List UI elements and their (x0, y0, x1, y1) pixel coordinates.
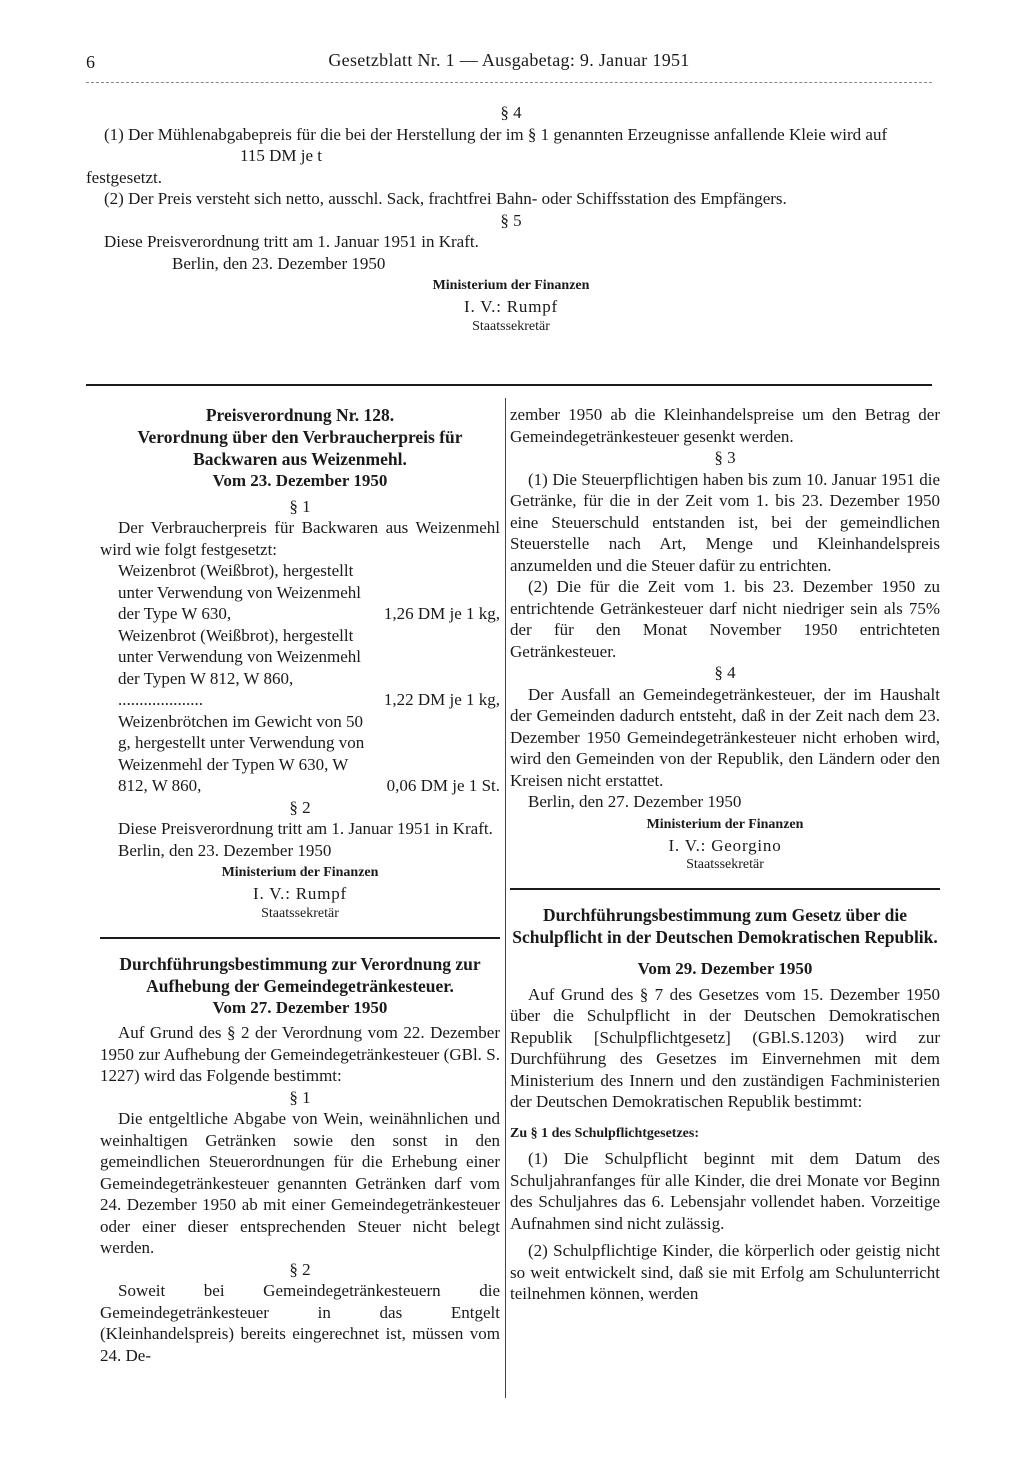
price-item (100, 560, 500, 625)
db-place-date: Berlin, den 27. Dezember 1950 (528, 792, 742, 811)
sp-intro: Auf Grund des § 7 des Gesetzes vom 15. Dezember 1950 über die Schulpflicht in der Deutschen Demokratischen Republik [Schulpflichtgesetz] (GBl.S.1203) wird zur Durchführung des Gesetzes im Einvernehmen mit dem Ministerium des Innern und den zuständigen Fachministerien der Deutschen Demokratischen Republik bestimmt: (510, 984, 940, 1111)
pv-s1-intro: Der Verbraucherpreis für Backwaren aus Weizenmehl wird wie folgt festgesetzt: (100, 518, 500, 559)
pv-place-date: Berlin, den 23. Dezember 1950 (118, 840, 332, 860)
signature-ministry: Ministerium der Finanzen (646, 816, 804, 832)
left-column (100, 404, 500, 1366)
db-title: Durchführungsbestimmung zur Verordnung zur Aufhebung der Gemeindegetränkesteuer. (119, 953, 481, 996)
sp-p1: (1) Die Schulpflicht beginnt mit dem Datum des Schuljahranfanges für alle Kinder, die drei Monate vor Beginn des Schuljahres das 6. Lebensjahr vollendet haben. Vorzeitige Aufnahmen sind nicht zulässig. (510, 1149, 940, 1233)
signature-title: Staatssekretär (686, 857, 764, 872)
sp-date: Vom 29. Dezember 1950 (637, 959, 813, 978)
db-s3-p1: (1) Die Steuerpflichtigen haben bis zum 10. Januar 1951 die Getränke, für die in der Zeit vom 1. bis 23. Dezember 1950 eine Steuerschuld entstanden ist, bei der gemeindlichen Steuerstelle nach Art, Menge und Kleinhandelspreis anzumelden und die Steuer dafür zu entrichten. (510, 469, 940, 575)
top-signature (86, 276, 936, 336)
db-signature (510, 815, 940, 875)
db-intro: Auf Grund des § 2 der Verordnung vom 22. Dezember 1950 zur Aufhebung der Gemeindegetränkesteuer (GBl. S. 1227) wird das Folgende bestimmt: (100, 1023, 500, 1085)
top-s4-head: § 4 (500, 103, 522, 122)
db-s4-head: § 4 (714, 663, 736, 682)
db-cont-text: zember 1950 ab die Kleinhandelspreise um den Betrag der Gemeindegetränkesteuer gesenkt werden. (510, 405, 940, 446)
db-s3-head: § 3 (714, 448, 736, 467)
top-s4-p2: (2) Der Preis versteht sich netto, ausschl. Sack, frachtfrei Bahn- oder Schiffsstation des Empfängers. (104, 189, 787, 208)
column-divider (505, 398, 506, 1398)
top-s5-text: Diese Preisverordnung tritt am 1. Januar 1951 in Kraft. (104, 232, 479, 251)
signature-title: Staatssekretär (261, 905, 339, 921)
right-column (510, 404, 940, 1305)
pv-s1-head: § 1 (289, 496, 311, 516)
price-item-desc: Weizenbrot (Weißbrot), hergestellt unter Verwendung von Weizenmehl der Typen W 812, W 860, .................... (118, 625, 362, 709)
db-s1-text: Die entgeltliche Abgabe von Wein, weinähnlichen und weinhaltigen Getränken sowie den sonst in den gemeindlichen Steuerordnungen für die Erhebung einer Gemeindegetränkesteuer genannten Getränken darf vom 24. Dezember 1950 ab mit einer Gemeindegetränkesteuer oder einer dieser entsprechenden Steuer nicht belegt werden. (100, 1109, 500, 1257)
pv-title: Preisverordnung Nr. 128. (205, 405, 395, 425)
price-item-value: 0,06 DM je 1 St. (386, 776, 500, 795)
signature-ministry: Ministerium der Finanzen (432, 278, 590, 293)
db-s3-p2: (2) Die für die Zeit vom 1. bis 23. Dezember 1950 zu entrichtende Getränkesteuer darf nicht niedriger sein als 75% der für den Monat November 1950 entrichteten Getränkesteuer. (510, 577, 940, 661)
top-s4-p1: (1) Der Mühlenabgabepreis für die bei der Herstellung der im § 1 genannten Erzeugnisse anfallende Kleie wird auf (104, 124, 888, 144)
pv-s2-text: Diese Preisverordnung tritt am 1. Januar 1951 in Kraft. (118, 819, 493, 838)
signature-name: I. V.: Rumpf (253, 884, 347, 903)
header-rule (86, 82, 932, 83)
running-title: Gesetzblatt Nr. 1 — Ausgabetag: 9. Januar 1951 (328, 50, 690, 70)
price-item-desc: Weizenbrötchen im Gewicht von 50 g, hergestellt unter Verwendung von Weizenmehl der Typen W 630, W 812, W 860, (118, 711, 365, 795)
db-s4-text: Der Ausfall an Gemeindegetränkesteuer, der im Haushalt der Gemeinden dadurch entsteht, daß in der Zeit nach dem 23. Dezember 1950 Gemeindegetränkesteuer nicht erhoben wird, wird den Gemeinden von der Republik, den Ländern oder den Kreisen nicht erstattet. (510, 684, 940, 790)
pv-date: Vom 23. Dezember 1950 (212, 471, 388, 490)
sp-p2: (2) Schulpflichtige Kinder, die körperlich oder geistig nicht so weit entwickelt sind, daß sie mit Erfolg am Schulunterricht teilnehmen können, werden (510, 1241, 940, 1303)
price-item-value: 1,26 DM je 1 kg, (383, 604, 500, 623)
signature-title: Staatssekretär (472, 318, 550, 334)
db-s2-head: § 2 (289, 1259, 311, 1279)
signature-ministry: Ministerium der Finanzen (221, 865, 379, 880)
db-s2-text: Soweit bei Gemeindegetränkesteuern die Gemeindegetränkesteuer in das Entgelt (Kleinhandelspreis) bereits eingerechnet ist, müssen vom 24. De- (100, 1281, 500, 1365)
top-s4-fixed: festgesetzt. (86, 167, 162, 187)
price-item-desc: Weizenbrot (Weißbrot), hergestellt unter Verwendung von Weizenmehl der Type W 630, (118, 561, 362, 623)
pv-s2-head: § 2 (289, 797, 311, 817)
signature-name: I. V.: Georgino (668, 835, 782, 855)
top-place-date: Berlin, den 23. Dezember 1950 (172, 253, 386, 273)
signature-name: I. V.: Rumpf (464, 297, 558, 316)
sp-title: Durchführungsbestimmung zum Gesetz über die Schulpflicht in der Deutschen Demokratischen Republik. (512, 905, 938, 947)
section-rule (510, 888, 940, 890)
db-s1-head: § 1 (289, 1087, 311, 1107)
pv-subtitle: Verordnung über den Verbraucherpreis für Backwaren aus Weizenmehl. (137, 427, 463, 469)
top-s5-head: § 5 (500, 210, 522, 230)
full-width-rule (86, 384, 932, 386)
top-block (86, 102, 936, 336)
sp-note-head: Zu § 1 des Schulpflichtgesetzes: (510, 1125, 699, 1141)
price-item (100, 625, 500, 711)
page-number: 6 (86, 52, 95, 72)
section-rule (100, 937, 500, 939)
price-item-value: 1,22 DM je 1 kg, (383, 690, 500, 709)
pv-signature (100, 863, 500, 923)
price-item (100, 711, 500, 797)
db-date: Vom 27. Dezember 1950 (212, 997, 388, 1017)
top-s4-price: 115 DM je t (240, 146, 323, 165)
